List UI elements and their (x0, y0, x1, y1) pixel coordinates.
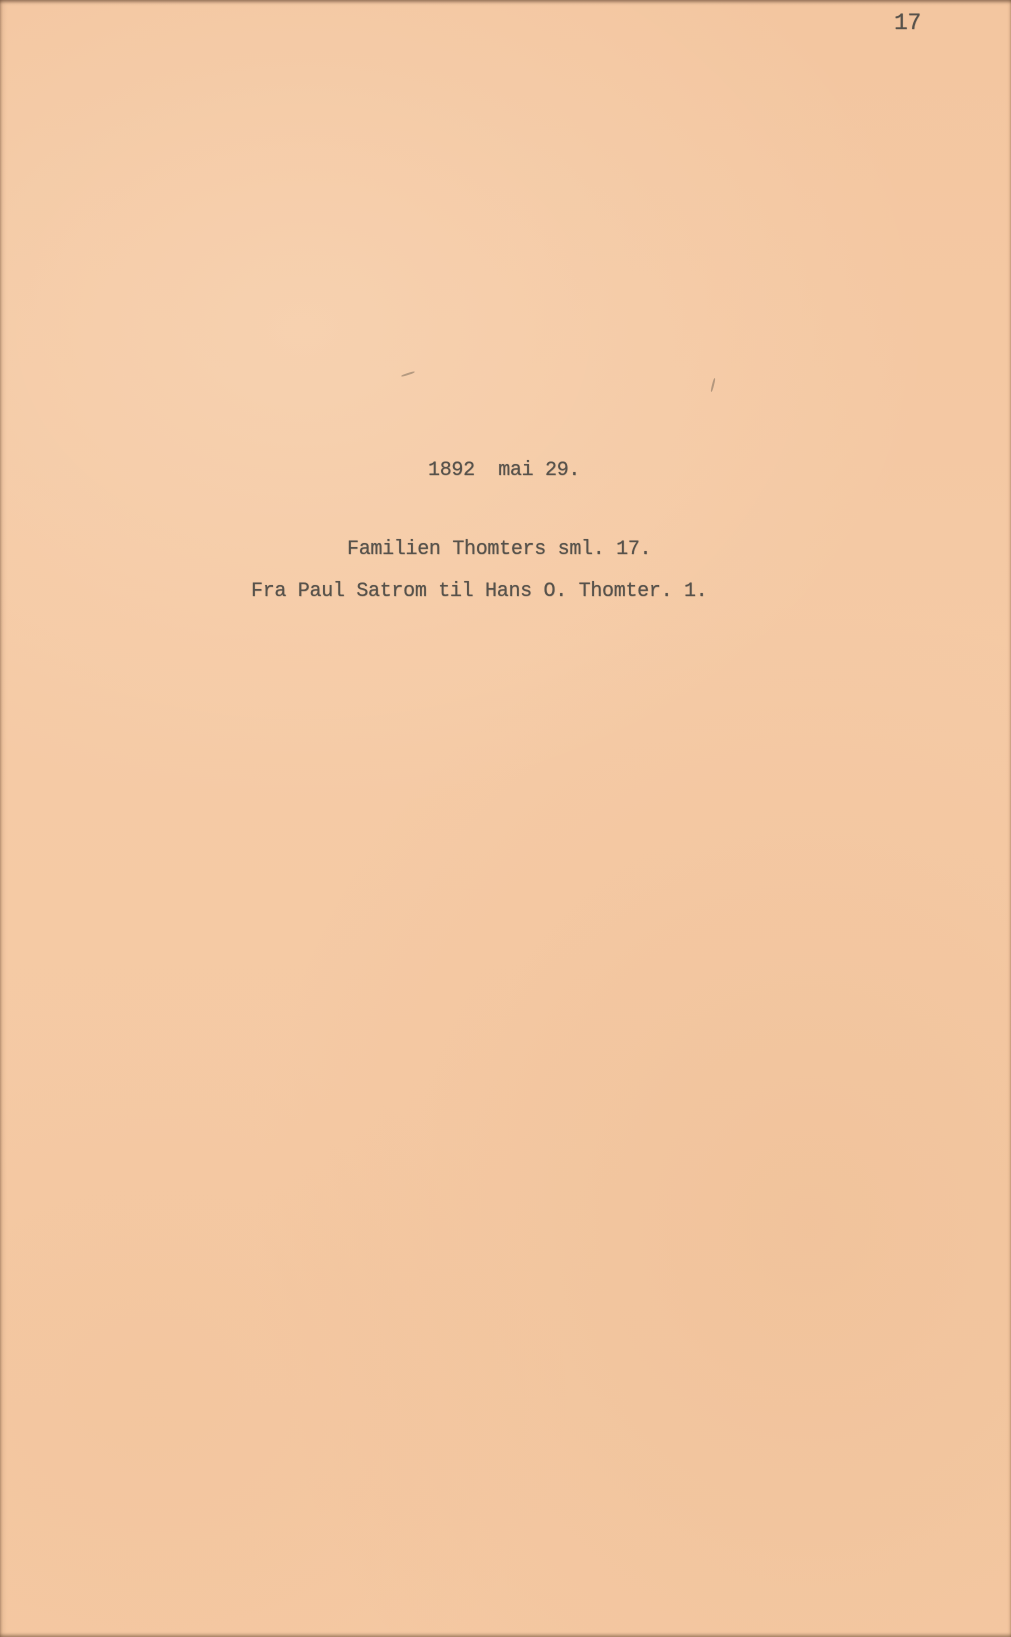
paper-speck (710, 378, 715, 392)
catalog-line-correspondence: Fra Paul Satrom til Hans O. Thomter. 1. (251, 580, 708, 603)
date-line: 1892 mai 29. (428, 459, 581, 482)
paper-speck (401, 371, 415, 377)
catalog-line-collection: Familien Thomters sml. 17. (347, 538, 652, 561)
page-number: 17 (894, 10, 922, 36)
